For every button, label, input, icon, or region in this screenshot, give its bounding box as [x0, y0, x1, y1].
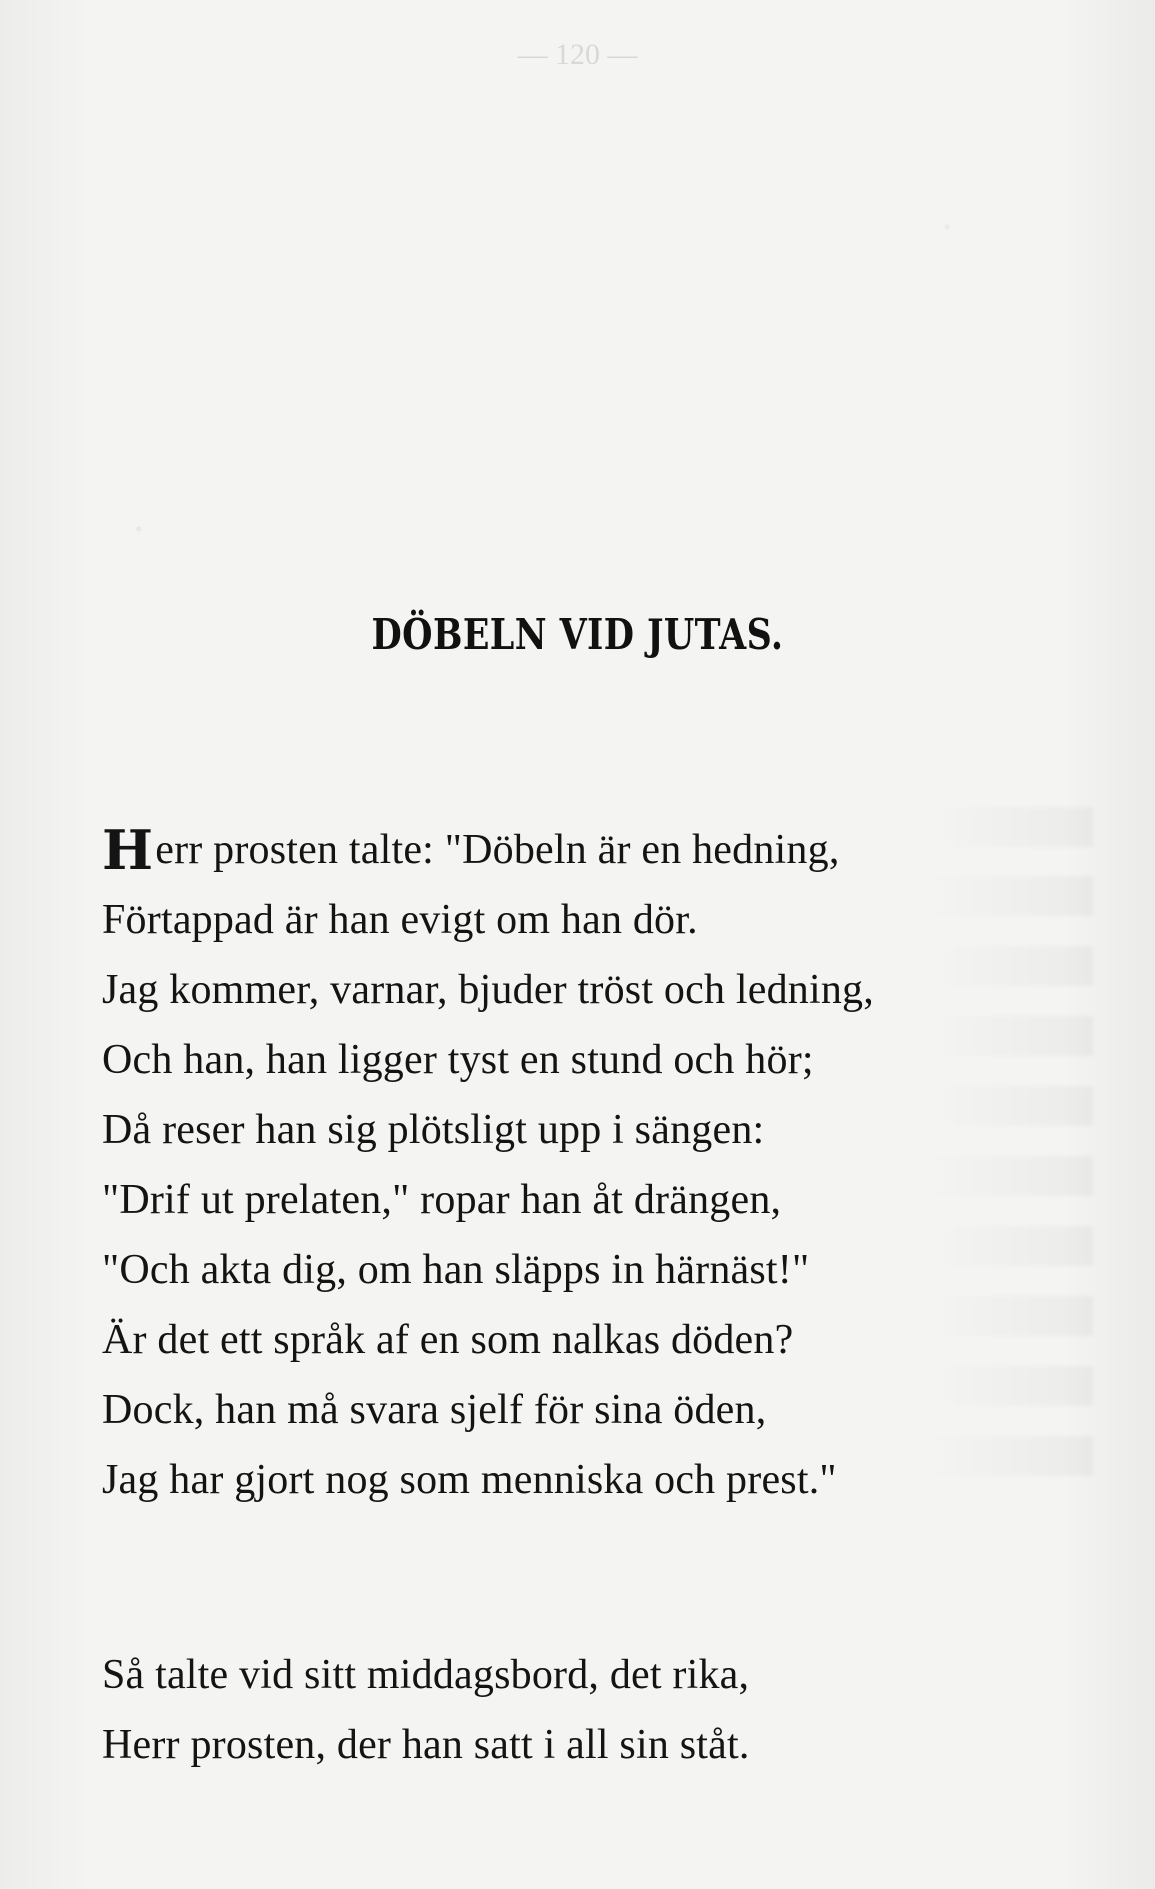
poem-line: Förtappad är han evigt om han dör.: [102, 897, 698, 943]
page-number: — 120 —: [517, 38, 638, 71]
poem-line: Då reser han sig plötsligt upp i sängen:: [102, 1107, 765, 1153]
poem-line-text: err prosten talte: "Döbeln är en hedning,: [155, 827, 840, 873]
poem-line: "Drif ut prelaten," ropar han åt drängen,: [102, 1177, 782, 1223]
poem-line: Jag har gjort nog som menniska och prest.": [102, 1457, 837, 1503]
poem-line: Herr prosten, der han satt i all sin ståt.: [102, 1722, 750, 1768]
poem-line: Är det ett språk af en som nalkas döden?: [102, 1317, 794, 1363]
poem-line: Så talte vid sitt middagsbord, det rika,: [102, 1652, 750, 1698]
poem-line: Dock, han må svara sjelf för sina öden,: [102, 1387, 767, 1433]
poem-title: DÖBELN VID JUTAS.: [371, 610, 784, 659]
poem-line: Jag kommer, varnar, bjuder tröst och ledning,: [102, 967, 874, 1013]
poem-line: [102, 815, 1062, 885]
stanza-2: [102, 1640, 1062, 1780]
poem-line: "Och akta dig, om han släpps in härnäst!": [102, 1247, 810, 1293]
stanza-1: [102, 815, 1062, 1515]
drop-cap: H: [102, 818, 154, 882]
poem-line: Och han, han ligger tyst en stund och hör;: [102, 1037, 814, 1083]
